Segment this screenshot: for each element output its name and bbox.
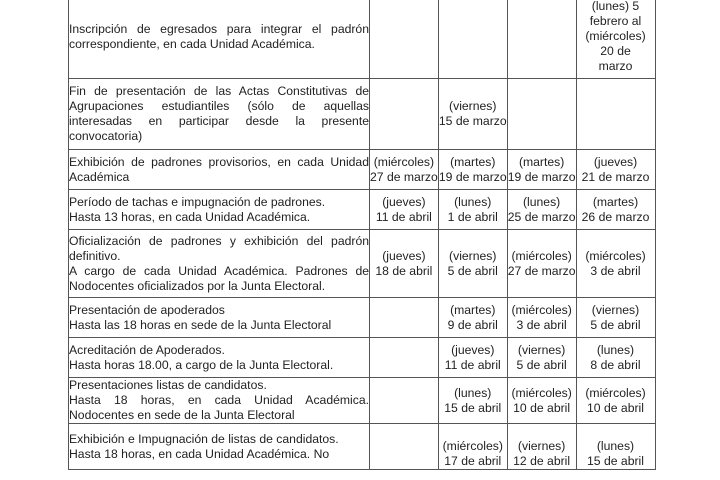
date-cell: [438, 150, 507, 190]
date-text: 10 de abril: [587, 400, 644, 415]
date-text: (jueves): [593, 154, 638, 169]
date-text: 15 de abril: [444, 400, 502, 415]
date-cell: [576, 150, 655, 190]
schedule-row: [69, 230, 656, 298]
date-cell: [576, 0, 655, 79]
date-text: (martes): [450, 154, 496, 169]
date-cell: [576, 424, 655, 470]
date-cell: [507, 230, 576, 298]
activity-text: Hasta 18 horas, en cada Unidad Académica. Nodocentes en sede de la Junta Electoral: [69, 393, 369, 422]
activity-text: Hasta 18 horas, en cada Unidad Académica. No: [69, 446, 330, 461]
date-text: 5 de abril: [590, 317, 641, 332]
date-cell: [507, 190, 576, 230]
date-text: 5 de abril: [516, 357, 567, 372]
activity-cell: [69, 378, 370, 424]
activity-cell: [69, 230, 370, 298]
date-cell: [370, 378, 439, 424]
date-text: 1 de abril: [447, 209, 498, 224]
date-cell: [370, 230, 439, 298]
date-cell: [438, 338, 507, 378]
date-text: 9 de abril: [447, 317, 498, 332]
date-text: (miércoles): [442, 438, 503, 453]
date-text: (miércoles): [585, 248, 646, 263]
date-cell: [507, 79, 576, 150]
date-text: (jueves): [382, 194, 426, 209]
date-text: (lunes): [454, 385, 492, 400]
date-text: marzo: [598, 59, 633, 73]
date-cell: [370, 298, 439, 338]
date-text: (lunes): [522, 194, 561, 209]
activity-text: Inscripción de egresados para integrar el padrón correspondiente, en cada Unidad Académica.: [69, 21, 369, 51]
date-text: (martes): [592, 194, 639, 209]
activity-cell: [69, 190, 370, 230]
schedule-table-body: [69, 0, 656, 470]
date-text: 18 de abril: [375, 263, 433, 278]
date-text: (viernes): [591, 302, 640, 317]
date-text: 5 de abril: [447, 263, 498, 278]
date-text: (miércoles): [511, 302, 572, 317]
activity-text: Hasta horas 18.00, a cargo de la Junta Electoral.: [69, 357, 334, 372]
date-text: 27 de marzo: [370, 169, 438, 184]
date-text: 20 de: [600, 44, 631, 58]
date-cell: [370, 0, 439, 79]
activity-cell: [69, 338, 370, 378]
schedule-row: [69, 298, 656, 338]
date-cell: [370, 424, 439, 470]
date-text: (lunes) 5: [591, 0, 640, 13]
schedule-row: [69, 338, 656, 378]
date-text: (viernes): [517, 342, 566, 357]
activity-text: Período de tachas e impugnación de padrones.: [69, 194, 326, 209]
activity-cell: [69, 79, 370, 150]
date-text: (lunes): [596, 438, 635, 453]
date-text: (miércoles): [373, 154, 434, 169]
date-cell: [438, 79, 507, 150]
activity-cell: [69, 150, 370, 190]
date-text: 11 de abril: [375, 209, 432, 224]
date-cell: [507, 424, 576, 470]
activity-text: Hasta las 18 horas en sede de la Junta Electoral: [69, 317, 332, 332]
date-cell: [576, 190, 655, 230]
date-text: febrero al: [589, 14, 642, 28]
activity-text: Fin de presentación de las Actas Constitutivas de Agrupaciones estudiantiles (sólo de aquellas interesadas en participar desde la presente convocatoria): [69, 84, 369, 143]
date-text: (martes): [450, 302, 496, 317]
activity-cell: [69, 424, 370, 470]
date-cell: [438, 298, 507, 338]
schedule-row: [69, 190, 656, 230]
date-text: 11 de abril: [444, 357, 501, 372]
date-text: (lunes): [454, 194, 492, 209]
date-text: 25 de marzo: [507, 209, 576, 224]
date-cell: [438, 378, 507, 424]
activity-text: Hasta 13 horas, en cada Unidad Académica.: [69, 209, 311, 224]
activity-text: Acreditación de Apoderados.: [69, 342, 225, 357]
date-cell: [507, 150, 576, 190]
activity-text: Exhibición e Impugnación de listas de candidatos.: [69, 431, 339, 446]
date-text: 26 de marzo: [581, 209, 650, 224]
date-text: 19 de marzo: [507, 169, 576, 184]
date-cell: [507, 298, 576, 338]
date-text: (martes): [518, 154, 565, 169]
date-text: 15 de marzo: [438, 114, 507, 128]
date-text: (miércoles): [585, 29, 646, 43]
date-cell: [576, 79, 655, 150]
date-text: 3 de abril: [590, 263, 641, 278]
date-cell: [438, 190, 507, 230]
activity-text: Exhibición de padrones provisorios, en cada Unidad Académica: [69, 154, 369, 184]
schedule-row: [69, 424, 656, 470]
date-cell: [370, 150, 439, 190]
date-cell: [507, 0, 576, 79]
date-cell: [576, 230, 655, 298]
date-cell: [370, 338, 439, 378]
date-text: 10 de abril: [513, 400, 571, 415]
date-cell: [576, 378, 655, 424]
date-cell: [438, 230, 507, 298]
date-cell: [438, 424, 507, 470]
election-schedule-table: [68, 0, 656, 470]
date-cell: [370, 79, 439, 150]
date-text: 12 de abril: [513, 453, 571, 468]
schedule-row: [69, 79, 656, 150]
date-text: 17 de abril: [444, 453, 502, 468]
date-text: (miércoles): [511, 385, 572, 400]
date-cell: [370, 190, 439, 230]
activity-text: A cargo de cada Unidad Académica. Padrones de Nodocentes oficializados por la Junta Electoral.: [69, 263, 369, 293]
date-text: (miércoles): [511, 248, 572, 263]
date-cell: [576, 298, 655, 338]
date-text: (miércoles): [585, 385, 646, 400]
date-text: 3 de abril: [516, 317, 567, 332]
date-cell: [438, 0, 507, 79]
date-text: 8 de abril: [590, 357, 641, 372]
date-text: (jueves): [451, 342, 495, 357]
schedule-row: [69, 0, 656, 79]
activity-text: Presentación de apoderados: [69, 302, 225, 317]
date-text: (viernes): [449, 99, 497, 113]
schedule-row: [69, 378, 656, 424]
activity-text: Presentaciones listas de candidatos.: [69, 378, 267, 392]
activity-cell: [69, 0, 370, 79]
date-cell: [507, 338, 576, 378]
schedule-row: [69, 150, 656, 190]
date-text: 21 de marzo: [581, 169, 650, 184]
date-text: 19 de marzo: [438, 169, 507, 184]
date-text: 27 de marzo: [507, 263, 576, 278]
date-cell: [576, 338, 655, 378]
date-cell: [507, 378, 576, 424]
date-text: (viernes): [517, 438, 566, 453]
date-text: (lunes): [596, 342, 635, 357]
activity-cell: [69, 298, 370, 338]
date-text: (viernes): [449, 248, 497, 263]
activity-text: Oficialización de padrones y exhibición del padrón definitivo.: [69, 233, 369, 263]
date-text: (jueves): [382, 248, 426, 263]
date-text: 15 de abril: [587, 453, 644, 468]
